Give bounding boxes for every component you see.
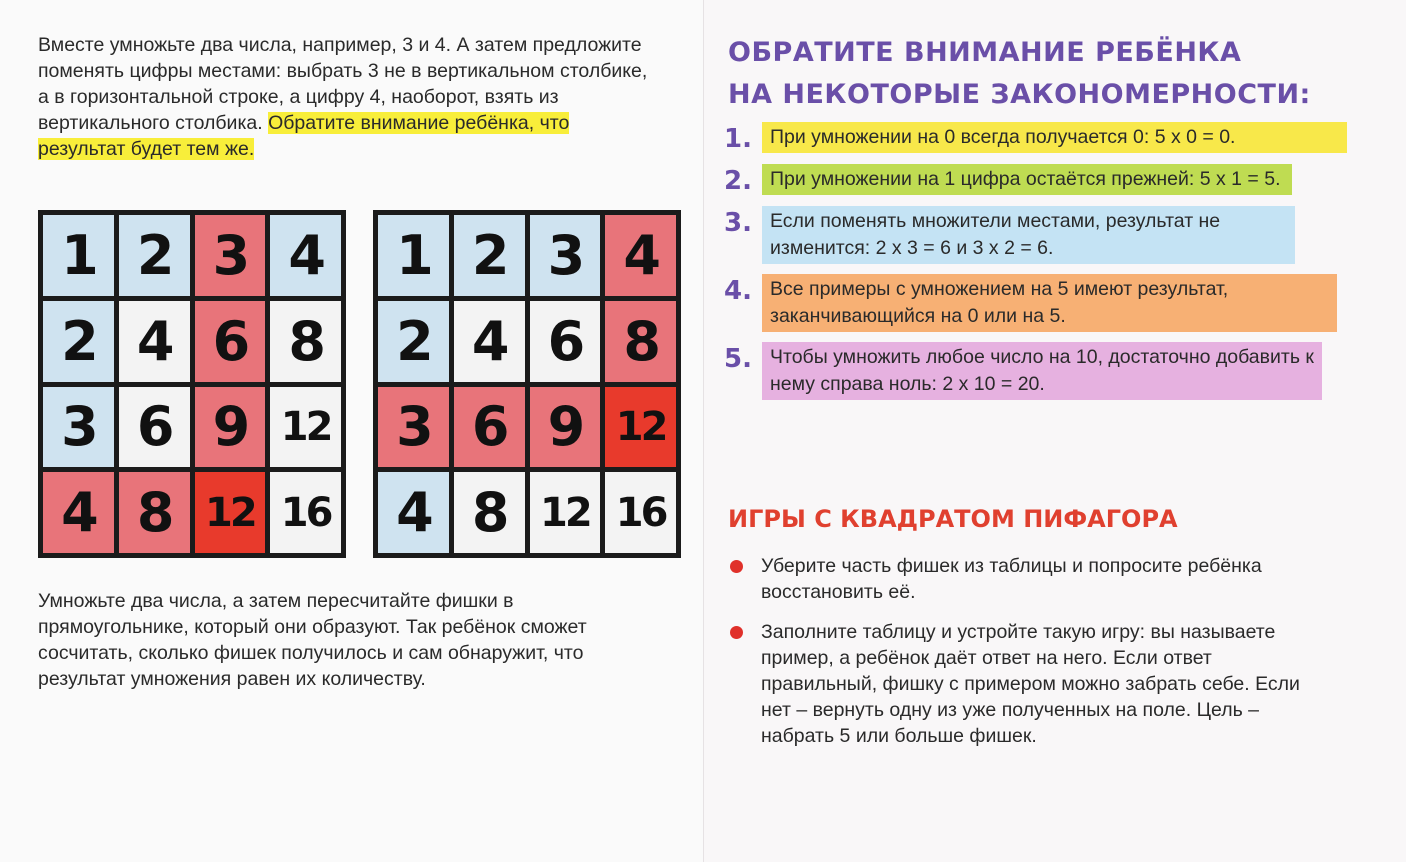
- outro-paragraph: Умножьте два числа, а затем пересчитайте фишки в прямоугольнике, который они образуют. Так ребёнок сможет сосчитать, сколько фишек получилось и сам обнаружит, что результат умножения равен их количеству.: [38, 590, 587, 690]
- grid-cell: 2: [378, 301, 449, 382]
- heading-line-2: НА НЕКОТОРЫЕ ЗАКОНОМЕРНОСТИ:: [728, 79, 1311, 110]
- patterns-heading: [728, 32, 1311, 116]
- grid-cell: 3: [530, 215, 601, 296]
- rule-item: [724, 206, 1347, 264]
- pythagoras-grid-row-highlight: [38, 210, 346, 558]
- rule-number: 5.: [724, 344, 752, 374]
- rule-text: Чтобы умножить любое число на 10, достаточно добавить к нему справа ноль: 2 x 10 = 20.: [762, 342, 1322, 400]
- rule-item: [724, 164, 1347, 196]
- grid-cell: 4: [270, 215, 341, 296]
- grid-cell: 8: [119, 472, 190, 553]
- grid-cell: 12: [605, 387, 676, 468]
- game-text: Заполните таблицу и устройте такую игру: вы называете пример, а ребёнок даёт ответ на него. Если ответ правильный, фишку с примером можно забрать себе. Если нет – вернуть одну из уже полученных на поле. Цель – набрать 5 или больше фишек.: [761, 621, 1300, 747]
- grid-cell: 9: [195, 387, 266, 468]
- rule-item: [724, 122, 1347, 154]
- heading-line-1: ОБРАТИТЕ ВНИМАНИЕ РЕБЁНКА: [728, 37, 1242, 68]
- right-page: [703, 0, 1406, 862]
- grid-cell: 12: [195, 472, 266, 553]
- rule-item: [724, 342, 1347, 400]
- game-item: [730, 619, 1331, 749]
- rule-number: 2.: [724, 166, 752, 196]
- games-list: [730, 553, 1331, 749]
- grid-cell: 3: [195, 215, 266, 296]
- games-heading: ИГРЫ С КВАДРАТОМ ПИФАГОРА: [728, 505, 1178, 533]
- rule-text: При умножении на 0 всегда получается 0: 5 x 0 = 0.: [762, 122, 1347, 153]
- grid-cell: 4: [605, 215, 676, 296]
- grid-cell: 4: [454, 301, 525, 382]
- grid-cell: 16: [270, 472, 341, 553]
- grid-cell: 8: [605, 301, 676, 382]
- grid-cell: 2: [43, 301, 114, 382]
- grid-cell: 8: [454, 472, 525, 553]
- grid-cell: 2: [119, 215, 190, 296]
- grid-cell: 9: [530, 387, 601, 468]
- grid-cell: 4: [119, 301, 190, 382]
- grid-cell: 3: [43, 387, 114, 468]
- grid-cell: 16: [605, 472, 676, 553]
- grid-cell: 1: [378, 215, 449, 296]
- grid-cell: 6: [195, 301, 266, 382]
- rule-number: 4.: [724, 276, 752, 306]
- grid-cell: 12: [270, 387, 341, 468]
- intro-text: Вместе умножьте два числа, например, 3 и 4. А затем предложите поменять цифры местами: выбрать 3 не в вертикальном столбике, а в горизонтальной строке, а цифру 4, наоборот, взять из вертикального столбика.: [38, 34, 648, 134]
- grid-cell: 1: [43, 215, 114, 296]
- grid-cell: 6: [530, 301, 601, 382]
- intro-paragraph: [38, 32, 648, 162]
- grid-cell: 4: [378, 472, 449, 553]
- grid-cell: 6: [454, 387, 525, 468]
- grid-cell: 3: [378, 387, 449, 468]
- grid-cell: 12: [530, 472, 601, 553]
- grid-cell: 6: [119, 387, 190, 468]
- grid-cell: 8: [270, 301, 341, 382]
- rule-text: При умножении на 1 цифра остаётся прежней: 5 x 1 = 5.: [762, 164, 1292, 195]
- grid-cell: 2: [454, 215, 525, 296]
- intro-highlight: Обратите внимание ребёнка, что результат будет тем же.: [38, 112, 570, 160]
- rule-item: [724, 274, 1347, 332]
- rule-text: Все примеры с умножением на 5 имеют результат, заканчивающийся на 0 или на 5.: [762, 274, 1337, 332]
- rule-number: 3.: [724, 208, 752, 238]
- rule-text: Если поменять множители местами, результат не изменится: 2 x 3 = 6 и 3 x 2 = 6.: [762, 206, 1295, 264]
- bullet-icon: [730, 560, 743, 573]
- game-item: [730, 553, 1331, 605]
- rules-list: [724, 122, 1347, 400]
- rule-number: 1.: [724, 124, 752, 154]
- game-text: Уберите часть фишек из таблицы и попросите ребёнка восстановить её.: [761, 555, 1262, 603]
- bullet-icon: [730, 626, 743, 639]
- pythagoras-grid-column-highlight: [373, 210, 681, 558]
- grid-cell: 4: [43, 472, 114, 553]
